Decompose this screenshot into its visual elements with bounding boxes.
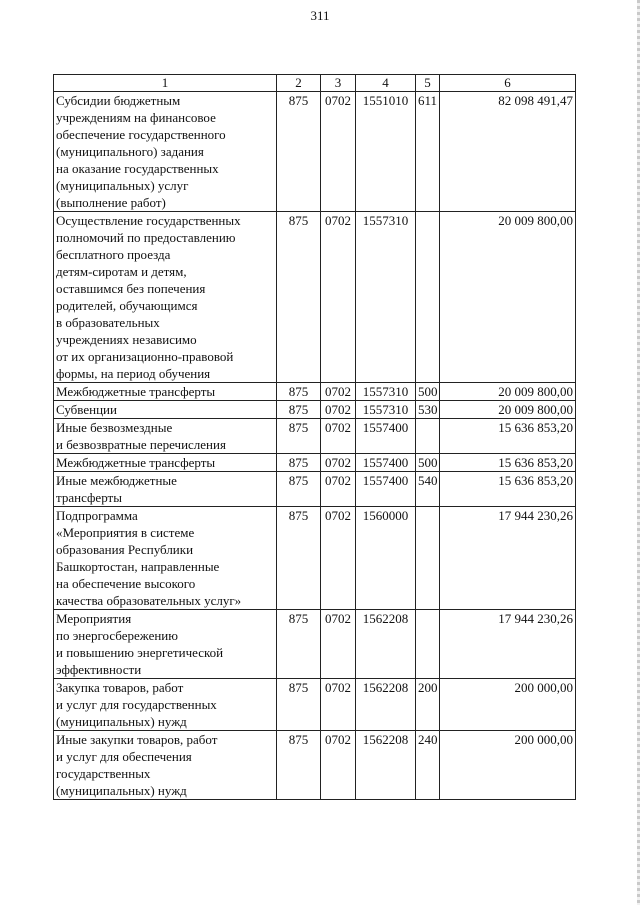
table-row (54, 472, 576, 507)
table-row (54, 401, 576, 419)
cell-target-code: 1560000 (356, 507, 416, 610)
cell-section-code: 0702 (321, 679, 356, 731)
cell-section-code: 0702 (321, 454, 356, 472)
cell-ministry-code: 875 (277, 679, 321, 731)
cell-ministry-code: 875 (277, 454, 321, 472)
cell-ministry-code: 875 (277, 507, 321, 610)
cell-description: Закупка товаров, работ и услуг для государственных (муниципальных) нужд (54, 679, 277, 731)
table-header-row (54, 75, 576, 92)
table-row (54, 454, 576, 472)
cell-section-code: 0702 (321, 419, 356, 454)
cell-section-code: 0702 (321, 610, 356, 679)
table-row (54, 610, 576, 679)
cell-description: Субсидии бюджетным учреждениям на финансовое обеспечение государственного (муниципального) задания на оказание государственных (муниципальных) услуг (выполнение работ) (54, 92, 277, 212)
cell-target-code: 1557400 (356, 454, 416, 472)
cell-description: Иные безвозмездные и безвозвратные перечисления (54, 419, 277, 454)
cell-target-code: 1557310 (356, 383, 416, 401)
cell-section-code: 0702 (321, 472, 356, 507)
column-header: 6 (440, 75, 576, 92)
table-row (54, 419, 576, 454)
cell-target-code: 1562208 (356, 610, 416, 679)
cell-expense-type (416, 610, 440, 679)
cell-target-code: 1551010 (356, 92, 416, 212)
cell-expense-type: 500 (416, 454, 440, 472)
cell-amount: 200 000,00 (440, 731, 576, 800)
cell-section-code: 0702 (321, 383, 356, 401)
cell-expense-type: 611 (416, 92, 440, 212)
cell-expense-type: 500 (416, 383, 440, 401)
table-row (54, 383, 576, 401)
cell-description: Иные межбюджетные трансферты (54, 472, 277, 507)
cell-ministry-code: 875 (277, 401, 321, 419)
cell-description: Мероприятия по энергосбережению и повышению энергетической эффективности (54, 610, 277, 679)
cell-amount: 15 636 853,20 (440, 454, 576, 472)
cell-description: Субвенции (54, 401, 277, 419)
cell-ministry-code: 875 (277, 212, 321, 383)
cell-section-code: 0702 (321, 507, 356, 610)
column-header: 2 (277, 75, 321, 92)
cell-expense-type: 240 (416, 731, 440, 800)
table-row (54, 731, 576, 800)
table-body (54, 92, 576, 800)
cell-description: Межбюджетные трансферты (54, 454, 277, 472)
cell-amount: 82 098 491,47 (440, 92, 576, 212)
cell-expense-type: 540 (416, 472, 440, 507)
table-row (54, 679, 576, 731)
cell-amount: 20 009 800,00 (440, 401, 576, 419)
table-row (54, 507, 576, 610)
cell-section-code: 0702 (321, 731, 356, 800)
column-header: 1 (54, 75, 277, 92)
cell-ministry-code: 875 (277, 92, 321, 212)
cell-description: Подпрограмма «Мероприятия в системе образования Республики Башкортостан, направленные на обеспечение высокого качества образовательных услуг» (54, 507, 277, 610)
column-header: 3 (321, 75, 356, 92)
cell-ministry-code: 875 (277, 472, 321, 507)
cell-amount: 17 944 230,26 (440, 610, 576, 679)
cell-description: Осуществление государственных полномочий по предоставлению бесплатного проезда детям-сиротам и детям, оставшимся без попечения родителей, обучающимся в образовательных учреждениях независимо от их организационно-правовой формы, на период обучения (54, 212, 277, 383)
cell-ministry-code: 875 (277, 419, 321, 454)
cell-expense-type (416, 419, 440, 454)
cell-target-code: 1562208 (356, 731, 416, 800)
cell-amount: 15 636 853,20 (440, 472, 576, 507)
cell-target-code: 1557310 (356, 401, 416, 419)
cell-target-code: 1557400 (356, 419, 416, 454)
cell-amount: 15 636 853,20 (440, 419, 576, 454)
cell-amount: 20 009 800,00 (440, 383, 576, 401)
cell-target-code: 1557400 (356, 472, 416, 507)
cell-expense-type (416, 212, 440, 383)
cell-amount: 200 000,00 (440, 679, 576, 731)
page-number: 311 (310, 8, 330, 23)
cell-expense-type: 200 (416, 679, 440, 731)
cell-section-code: 0702 (321, 401, 356, 419)
cell-expense-type: 530 (416, 401, 440, 419)
cell-target-code: 1562208 (356, 679, 416, 731)
column-header: 5 (416, 75, 440, 92)
cell-description: Межбюджетные трансферты (54, 383, 277, 401)
cell-description: Иные закупки товаров, работ и услуг для обеспечения государственных (муниципальных) нужд (54, 731, 277, 800)
cell-section-code: 0702 (321, 92, 356, 212)
cell-ministry-code: 875 (277, 731, 321, 800)
table-row (54, 92, 576, 212)
cell-amount: 20 009 800,00 (440, 212, 576, 383)
cell-section-code: 0702 (321, 212, 356, 383)
cell-ministry-code: 875 (277, 383, 321, 401)
cell-ministry-code: 875 (277, 610, 321, 679)
column-header: 4 (356, 75, 416, 92)
cell-amount: 17 944 230,26 (440, 507, 576, 610)
budget-table (53, 74, 576, 800)
table-row (54, 212, 576, 383)
cell-expense-type (416, 507, 440, 610)
cell-target-code: 1557310 (356, 212, 416, 383)
